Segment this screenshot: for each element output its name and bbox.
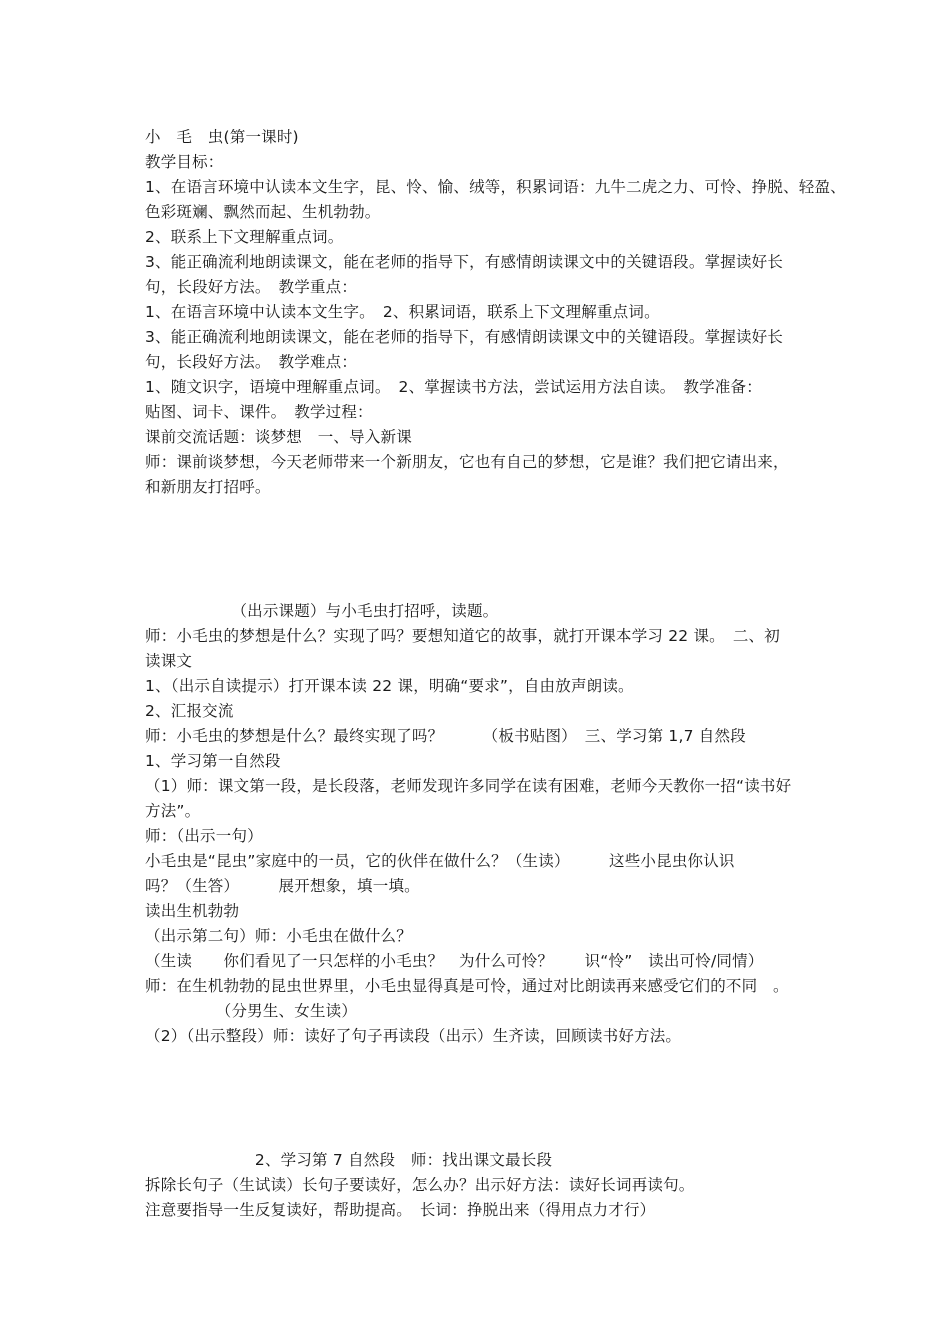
text-line: 师：小毛虫的梦想是什么？实现了吗？要想知道它的故事，就打开课本学习 22 课。 二、初 bbox=[145, 627, 780, 645]
text-line: （出示课题）与小毛虫打招呼，读题。 bbox=[145, 602, 499, 620]
text-line: 1、在语言环境中认读本文生字。 2、积累词语，联系上下文理解重点词。 bbox=[145, 303, 660, 321]
text-line: （生读 你们看见了一只怎样的小毛虫？ 为什么可怜？ 识“怜” 读出可怜/同情） bbox=[145, 952, 764, 970]
text-line: 拆除长句子（生试读）长句子要读好，怎么办？出示好方法：读好长词再读句。 bbox=[145, 1176, 695, 1194]
text-line: 句，长段好方法。 教学重点： bbox=[145, 278, 358, 296]
text-line: 3、能正确流利地朗读课文，能在老师的指导下，有感情朗读课文中的关键语段。掌握读好长 bbox=[145, 253, 784, 271]
text-line: 师：在生机勃勃的昆虫世界里，小毛虫显得真是可怜，通过对比朗读再来感受它们的不同 。 bbox=[145, 977, 789, 995]
text-line: 色彩斑斓、飘然而起、生机勃勃。 bbox=[145, 203, 381, 221]
text-line: 读课文 bbox=[145, 652, 193, 670]
text-line: （分男生、女生读） bbox=[145, 1002, 358, 1020]
text-line: 1、随文识字，语境中理解重点词。 2、掌握读书方法，尝试运用方法自读。 教学准备： bbox=[145, 378, 762, 396]
text-line: （2）（出示整段）师：读好了句子再读段（出示）生齐读，回顾读书好方法。 bbox=[145, 1027, 682, 1045]
text-line: 贴图、词卡、课件。 教学过程： bbox=[145, 403, 373, 421]
text-line: 3、能正确流利地朗读课文，能在老师的指导下，有感情朗读课文中的关键语段。掌握读好长 bbox=[145, 328, 784, 346]
text-line: 2、联系上下文理解重点词。 bbox=[145, 228, 344, 246]
text-line: 教学目标： bbox=[145, 153, 224, 171]
text-line: 句，长段好方法。 教学难点： bbox=[145, 353, 358, 371]
text-line: 师：课前谈梦想，今天老师带来一个新朋友，它也有自己的梦想，它是谁？我们把它请出来， bbox=[145, 453, 789, 471]
text-line: 1、（出示自读提示）打开课本读 22 课，明确“要求”，自由放声朗读。 bbox=[145, 677, 634, 695]
text-line: （出示第二句）师：小毛虫在做什么？ bbox=[145, 927, 412, 945]
text-line: 师：（出示一句） bbox=[145, 827, 263, 845]
text-line: 课前交流话题：谈梦想 一、导入新课 bbox=[145, 428, 412, 446]
text-line: 和新朋友打招呼。 bbox=[145, 478, 271, 496]
lesson-title: 小 毛 虫(第一课时) bbox=[145, 128, 299, 146]
text-line: （1）师：课文第一段，是长段落，老师发现许多同学在读有困难，老师今天教你一招“读书好 bbox=[145, 777, 792, 795]
text-line: 吗？（生答） 展开想象，填一填。 bbox=[145, 877, 420, 895]
text-line: 1、在语言环境中认读本文生字，昆、怜、愉、绒等，积累词语：九牛二虎之力、可怜、挣脱、轻盈、 bbox=[145, 178, 846, 196]
text-line: 小毛虫是“昆虫”家庭中的一员，它的伙伴在做什么？（生读） 这些小昆虫你认识 bbox=[145, 852, 735, 870]
text-line: 2、学习第 7 自然段 师：找出课文最长段 bbox=[145, 1151, 553, 1169]
text-line: 1、学习第一自然段 bbox=[145, 752, 281, 770]
text-line: 2、汇报交流 bbox=[145, 702, 234, 720]
text-line: 师：小毛虫的梦想是什么？最终实现了吗？ （板书贴图） 三、学习第 1,7 自然段 bbox=[145, 727, 746, 745]
text-line: 读出生机勃勃 bbox=[145, 902, 240, 920]
text-line: 注意要指导一生反复读好，帮助提高。 长词：挣脱出来（得用点力才行） bbox=[145, 1201, 656, 1219]
text-line: 方法”。 bbox=[145, 802, 201, 820]
